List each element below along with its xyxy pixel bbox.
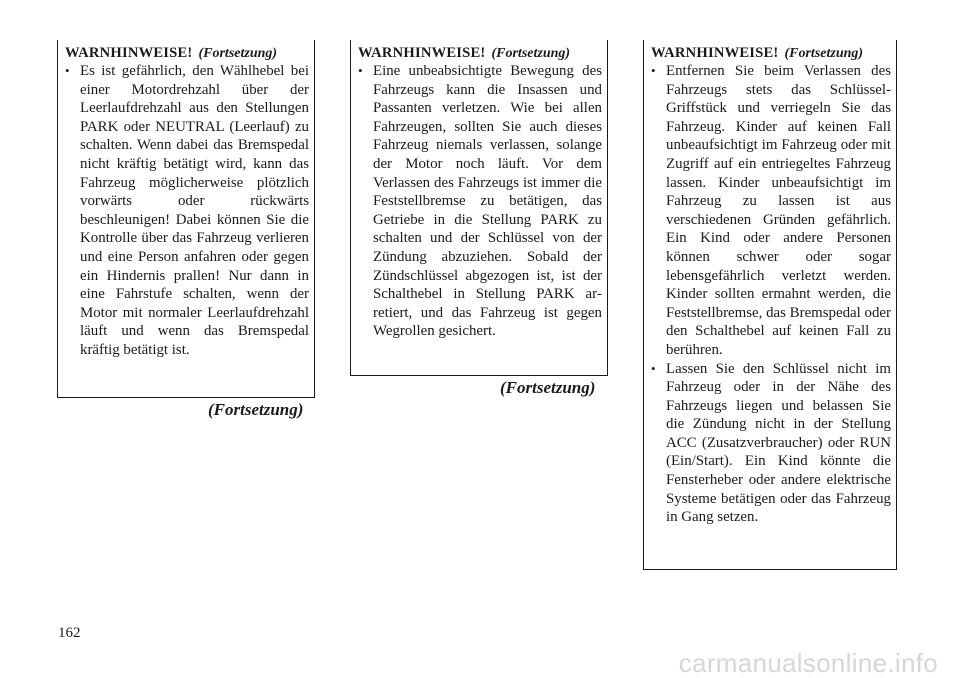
- warning-item-text: Es ist gefährlich, den Wählhebel bei einer Motordrehzahl über der Leerlaufdrehzahl aus den Stellungen PARK oder NEUTRAL (Leerlauf) zu schalten. Wenn dabei das Bremspedal nicht kräftig betätigt wird, kann das Fahrzeug möglicherweise plötzlich vorwärts oder rückwärts beschleunigen! Dabei können Sie die Kontrolle über das Fahrzeug verlieren und eine Person anfahren oder gegen ein Hindernis prallen! Nur dann in eine Fahrstufe schalten, wenn der Motor mit normaler Leerlaufdrehzahl läuft und wenn das Bremspedal kräftig betätigt ist.: [80, 63, 309, 358]
- warning-item-text: Eine unbeabsichtigte Bewegung des Fahrzeugs kann die Insassen und Passanten verletzen. Wie bei allen Fahrzeugen, sollten Sie auch dieses Fahrzeug niemals verlassen, solange der Motor noch läuft. Vor dem Verlassen des Fahrzeugs ist immer die Feststellbremse zu betätigen, das Getriebe in die Stellung PARK zu schalten und der Schlüssel von der Zündung abzuziehen. Sobald der Zündschlüssel abgezogen ist, ist der Schalthebel in Stellung PARK arretiert, und das Fahrzeug ist gegen Wegrollen gesichert.: [373, 63, 602, 340]
- warning-item-text: Lassen Sie den Schlüssel nicht im Fahrzeug oder in der Nähe des Fahrzeugs liegen und belassen Sie die Zündung nicht in der Stellung ACC (Zusatzverbraucher) oder RUN (Ein/Start). Ein Kind könnte die Fensterheber oder andere elektrische Systeme betätigen oder das Fahrzeug in Gang setzen.: [666, 360, 891, 526]
- page-number: 162: [58, 625, 81, 641]
- bullet-icon: •: [651, 63, 656, 78]
- warning-continuation-label: (Fortsetzung): [491, 46, 571, 61]
- warning-header: [651, 44, 891, 62]
- continued-label: (Fortsetzung): [208, 400, 304, 419]
- warning-continuation-label: (Fortsetzung): [784, 46, 864, 61]
- warning-list: [651, 62, 891, 527]
- bullet-icon: •: [65, 63, 70, 78]
- warning-header: [65, 44, 309, 62]
- watermark: carmanualsonline.info: [678, 648, 938, 678]
- continued-label: (Fortsetzung): [500, 378, 596, 397]
- warning-item-text: Entfernen Sie beim Verlassen des Fahrzeugs stets das SchlüsselGriffstück und verriegeln Sie das Fahrzeug. Kinder auf keinen Fall unbeaufsichtigt im Fahrzeug oder mit Zugriff auf ein entriegeltes Fahrzeug lassen. Kinder unbeaufsichtigt im Fahrzeug zu lassen ist aus verschiedenen Gründen gefährlich. Ein Kind oder andere Personen können schwer oder sogar lebensgefährlich verletzt werden. Kinder sollten ermahnt werden, die Feststellbremse, das Bremspedal oder den Schalthebel auf keinen Fall zu berühren.: [666, 63, 891, 358]
- warning-box-3: [643, 40, 897, 570]
- warning-box-2: [350, 40, 608, 376]
- warning-title: WARNHINWEISE!: [651, 45, 779, 61]
- warning-item: [358, 62, 602, 341]
- warning-list: [65, 62, 309, 360]
- warning-continuation-label: (Fortsetzung): [198, 46, 278, 61]
- warning-header: [358, 44, 602, 62]
- bullet-icon: •: [358, 63, 363, 78]
- warning-title: WARNHINWEISE!: [65, 45, 193, 61]
- warning-item: [651, 360, 891, 527]
- warning-item: [65, 62, 309, 360]
- warning-list: [358, 62, 602, 341]
- warning-item: [651, 62, 891, 360]
- bullet-icon: •: [651, 360, 656, 376]
- warning-title: WARNHINWEISE!: [358, 45, 486, 61]
- warning-box-1: [57, 40, 315, 398]
